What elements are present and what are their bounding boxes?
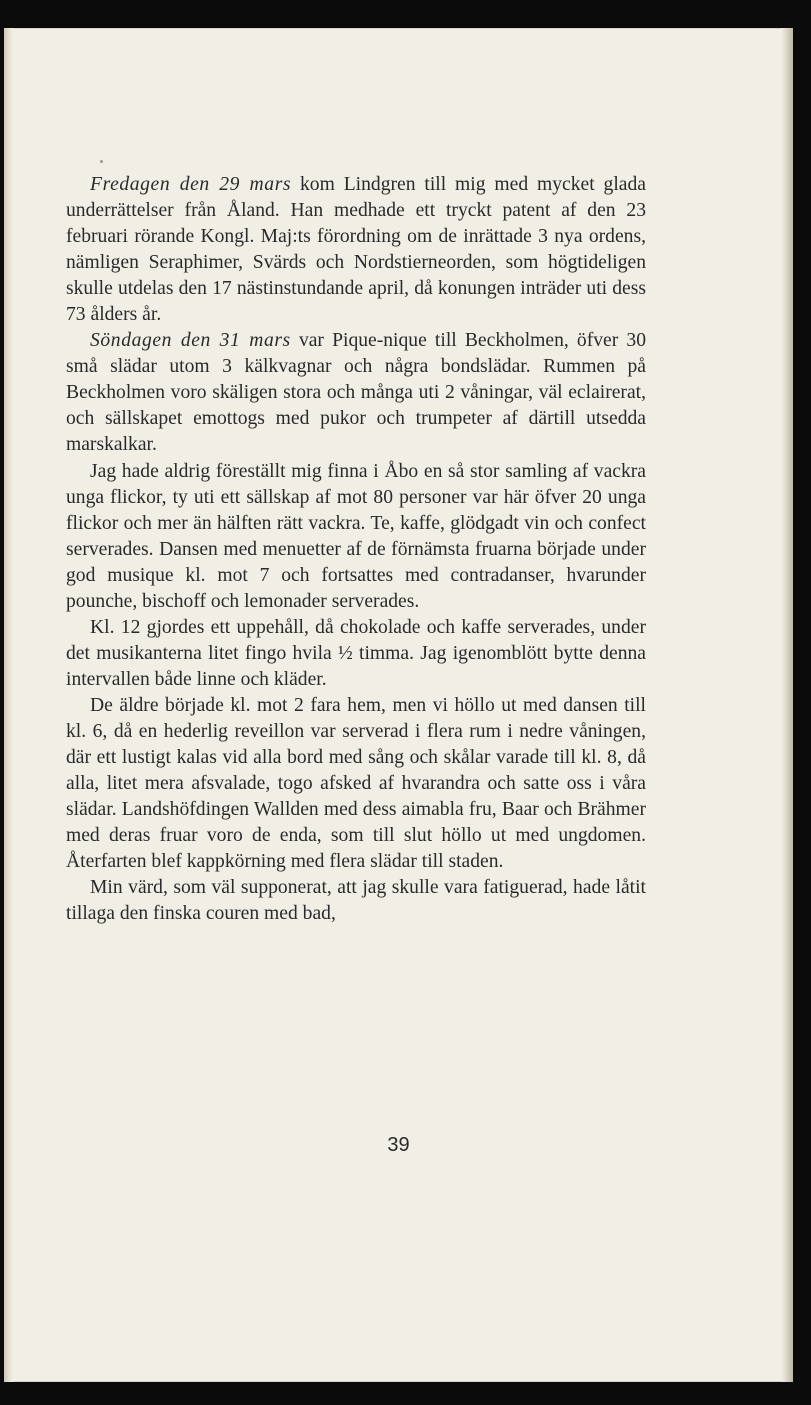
paragraph-6: Min värd, som väl supponerat, att jag skulle vara fatiguerad, hade låtit tillaga den finska couren med bad, bbox=[66, 877, 646, 925]
ink-speck bbox=[100, 160, 103, 163]
paragraph-2 bbox=[66, 328, 646, 458]
paragraph-5: De äldre började kl. mot 2 fara hem, men vi höllo ut med dansen till kl. 6, då en hederlig reveillon var serverad i flera rum i nedre våningen, där ett lustigt kalas vid alla bord med sång och skålar varade till kl. 8, då alla, litet mera afsvalade, togo afsked af hvarandra och satte oss i våra slädar. Landshöfdingen Wallden med dess aimabla fru, Baar och Brähmer med deras fruar voro de enda, som till slut höllo ut med ungdomen. Återfarten blef kappkörning med flera slädar till staden. bbox=[66, 694, 646, 873]
body-text bbox=[66, 172, 646, 927]
page-left-edge bbox=[4, 28, 14, 1382]
paragraph-3: Jag hade aldrig föreställt mig finna i Åbo en så stor samling af vackra unga flickor, ty uti ett sällskap af mot 80 personer var här öfver 20 unga flickor och mer än hälften rätt vackra. Te, kaffe, glödgadt vin och confect serverades. Dansen med menuetter af de förnämsta fruarna började under god musique kl. mot 7 och fortsattes med contradanser, hvarunder pounche, bischoff och lemonader serverades. bbox=[66, 460, 646, 612]
book-page bbox=[4, 28, 793, 1382]
date-heading-2: Söndagen den 31 mars bbox=[90, 330, 291, 352]
date-heading-1: Fredagen den 29 mars bbox=[90, 174, 292, 195]
paragraph-4: Kl. 12 gjordes ett uppehåll, då chokolade och kaffe serverades, under det musikanterna litet fingo hvila ½ timma. Jag igenomblött bytte denna intervallen både linne och kläder. bbox=[66, 616, 646, 690]
paragraph-1-text: kom Lindgren till mig med mycket glada underrättelser från Åland. Han medhade ett tryckt patent af den 23 februari rörande Kongl. Maj:ts förordning om de inrättade 3 nya ordens, nämligen Seraphimer, Svärds och Nordstierneorden, som högtideligen skulle utdelas den 17 nästinstundande april, då konungen inträder uti dess 73 ålders år. bbox=[66, 174, 646, 326]
paragraph-2-text: var Pique-nique till Beckholmen, öfver 30 små slädar utom 3 kälkvagnar och några bondslädar. Rummen på Beckholmen voro skäligen stora och många uti 2 våningar, väl eclairerat, och sällskapet emottogs med pukor och trumpeter af därtill utsedda marskalkar. bbox=[66, 330, 646, 456]
paragraph-1 bbox=[66, 172, 646, 328]
page-number: 39 bbox=[387, 1134, 410, 1156]
page-right-edge bbox=[781, 28, 793, 1382]
